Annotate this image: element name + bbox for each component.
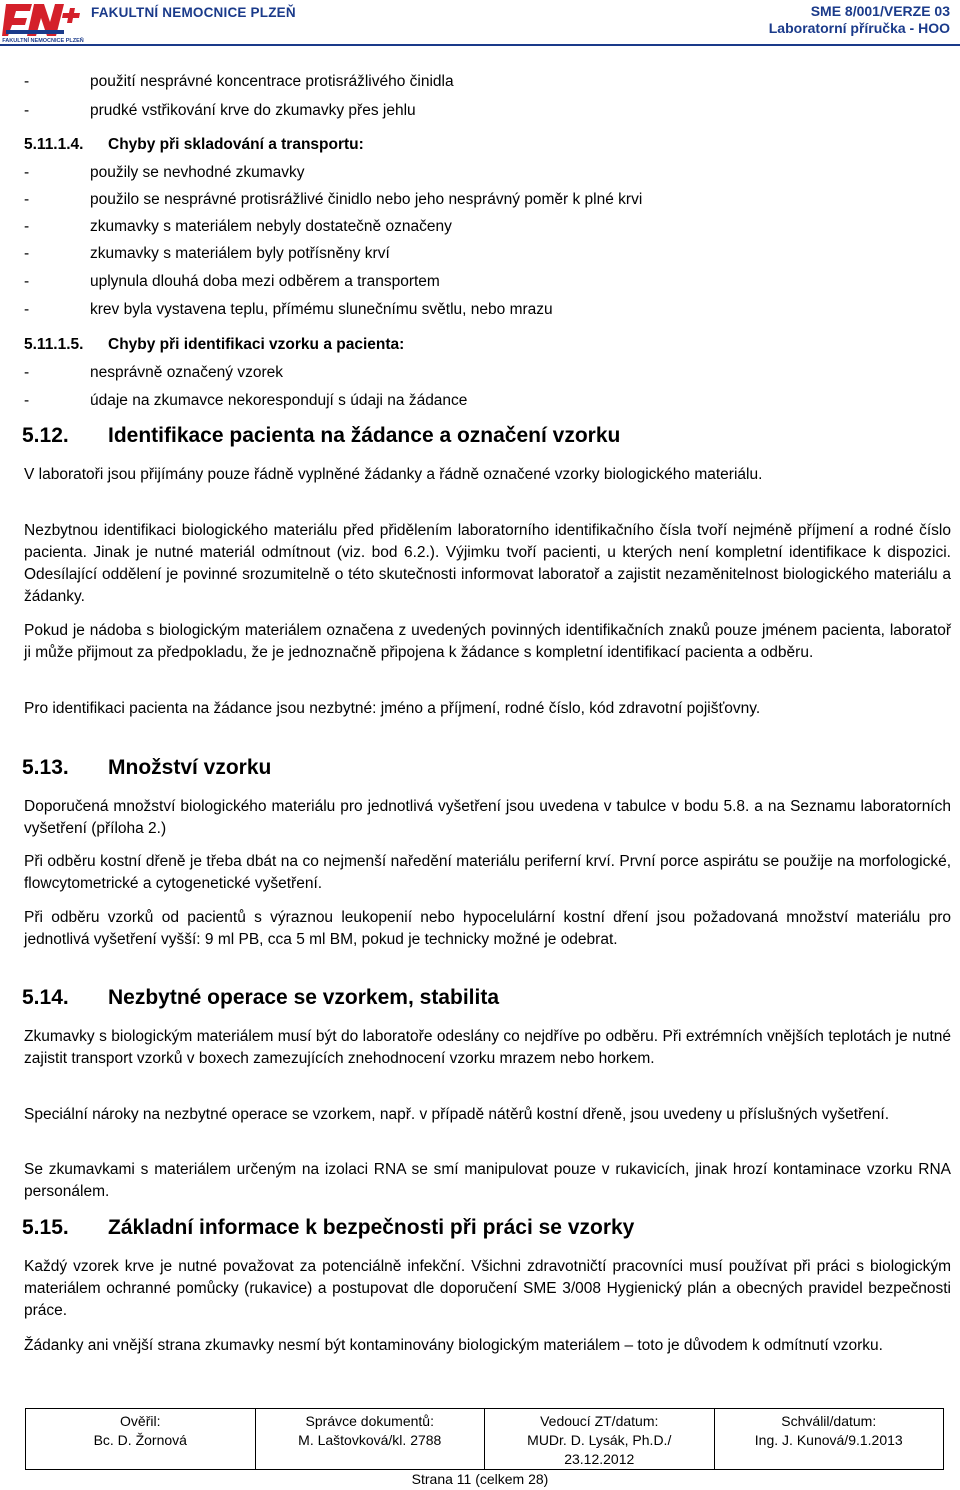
document-code: SME 8/001/VERZE 03 bbox=[810, 3, 950, 19]
signature-table bbox=[25, 1408, 944, 1470]
paragraph: V laboratoři jsou přijímány pouze řádně vyplněné žádanky a řádně označené vzorky biologického materiálu. bbox=[24, 466, 763, 483]
logo-caption: FAKULTNÍ NEMOCNICE PLZEŇ bbox=[2, 38, 84, 44]
paragraph: Každý vzorek krve je nutné považovat za potenciálně infekční. Všichni zdravotničtí pracovníci musí používat při práci s biologickým materiálem ochranné pomůcky (rukavice) a postupovat dle doporučení SME 3/008 Hygienický plán a obecných pravidel bezpečnosti práce. bbox=[24, 1258, 951, 1319]
section-heading: 5.13. Množství vzorku bbox=[22, 756, 272, 779]
hospital-name: FAKULTNÍ NEMOCNICE PLZEŇ bbox=[91, 5, 296, 20]
paragraph: Pokud je nádoba s biologickým materiálem označena z uvedených povinných identifikačních znaků pouze jménem pacienta, laboratoř ji může přijmout za předpokladu, že je jednoznačně připojena k žádance s kompletní identifikací pacienta a odběru. bbox=[24, 622, 951, 661]
section-heading: 5.14. Nezbytné operace se vzorkem, stabilita bbox=[22, 986, 499, 1009]
paragraph: Při odběru vzorků od pacientů s výraznou leukopenií nebo hypocelulární kostní dření jsou požadovaná množství materiálu pro jednotlivá vyšetření vyšší: 9 ml PB, cca 5 ml BM, pokud je technicky možné je odebrat. bbox=[24, 909, 951, 948]
subsection-heading: 5.11.1.5. Chyby při identifikaci vzorku a pacienta: bbox=[24, 336, 405, 353]
hospital-logo bbox=[2, 2, 84, 44]
paragraph: Zkumavky s biologickým materiálem musí být do laboratoře odeslány co nejdříve po odběru. Při extrémních vnějších teplotách je nutné zajistit transport vzorků v boxech zamezujících znehodnocení vzorku mrazem nebo horkem. bbox=[24, 1028, 951, 1067]
paragraph: Doporučená množství biologického materiálu pro jednotlivá vyšetření jsou uvedena v tabulce v bodu 5.8. a na Seznamu laboratorních vyšetření (příloha 2.) bbox=[24, 798, 951, 837]
header-divider bbox=[0, 44, 960, 46]
document-title: Laboratorní příručka - HOO bbox=[768, 20, 950, 36]
paragraph: Speciální nároky na nezbytné operace se vzorkem, např. v případě nátěrů kostní dřeně, jsou uvedeny u příslušných vyšetření. bbox=[24, 1106, 890, 1123]
subsection-heading: 5.11.1.4. Chyby při skladování a transportu: bbox=[24, 136, 364, 153]
paragraph: Se zkumavkami s materiálem určeným na izolaci RNA se smí manipulovat pouze v rukavicích, jinak hrozí kontaminace vzorku RNA personálem. bbox=[24, 1161, 951, 1200]
paragraph: Žádanky ani vnější strana zkumavky nesmí být kontaminovány biologickým materiálem – toto je důvodem k odmítnutí vzorku. bbox=[24, 1337, 883, 1354]
page-header bbox=[0, 0, 960, 44]
paragraph: Pro identifikaci pacienta na žádance jsou nezbytné: jméno a příjmení, rodné číslo, kód zdravotní pojišťovny. bbox=[24, 700, 761, 717]
section-heading: 5.15. Základní informace k bezpečnosti při práci se vzorky bbox=[22, 1216, 635, 1239]
section-heading: 5.12. Identifikace pacienta na žádance a označení vzorku bbox=[22, 424, 621, 447]
signature-cell: Správce dokumentů: M. Laštovková/kl. 2788 bbox=[255, 1409, 485, 1470]
signature-cell: Vedoucí ZT/datum: MUDr. D. Lysák, Ph.D./ 23.12.2012 bbox=[485, 1409, 715, 1470]
signature-cell: Schválil/datum: Ing. J. Kunová/9.1.2013 bbox=[714, 1409, 944, 1470]
paragraph: Nezbytnou identifikaci biologického materiálu před přidělením laboratorního identifikačního čísla tvoří nejméně příjmení a rodné číslo pacienta. Jinak je nutné materiál odmítnout (viz. bod 6.2.). Výjimku tvoří pacienti, u kterých není kompletní identifikace k dispozici. Odesílající oddělení je povinné srozumitelně o této skutečnosti informovat laboratoř a zajistit nezaměnitelnost biologického materiálu a žádanky. bbox=[24, 522, 951, 605]
paragraph: Při odběru kostní dřeně je třeba dbát na co nejmenší naředění materiálu periferní krví. První porce aspirátu se použije na morfologické, flowcytometrické a cytogenetické vyšetření. bbox=[24, 853, 951, 892]
page-number: Strana 11 (celkem 28) bbox=[411, 1471, 549, 1487]
signature-cell: Ověřil: Bc. D. Žornová bbox=[26, 1409, 256, 1470]
